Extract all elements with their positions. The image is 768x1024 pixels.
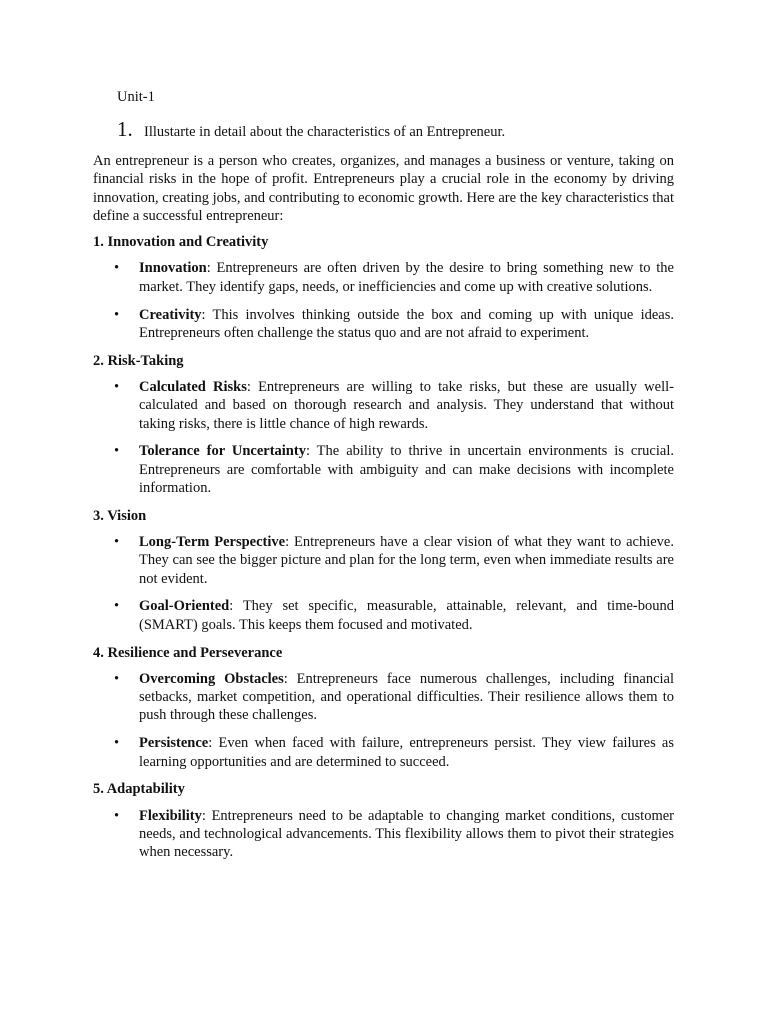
item-text: : Entrepreneurs are often driven by the desire to bring something new to the market. They identify gaps, needs, or inefficiencies and come up with creative solutions. — [139, 260, 674, 295]
item-text: : The ability to thrive in uncertain environments is crucial. Entrepreneurs are comfortable with ambiguity and can make decisions with incomplete information. — [139, 443, 674, 496]
item-text: : Entrepreneurs have a clear vision of what they want to achieve. They can see the bigger picture and plan for the long term, even when immediate results are not evident. — [139, 534, 674, 587]
list-item — [93, 670, 674, 725]
unit-heading: Unit-1 — [117, 89, 155, 105]
list-item — [93, 378, 674, 433]
item-term: Overcoming Obstacles — [139, 670, 284, 687]
bullet-icon: • — [114, 443, 120, 460]
bullet-icon: • — [114, 735, 120, 752]
item-text: : Entrepreneurs are willing to take risks, but these are usually well-calculated and based on thorough research and analysis. They understand that without taking risks, there is little chance of high rewards. — [139, 378, 674, 432]
question-text: Illustarte in detail about the characteristics of an Entrepreneur. — [144, 124, 506, 140]
item-text: : Entrepreneurs need to be adaptable to changing market conditions, customer needs, and technological advancements. This flexibility allows them to pivot their strategies when necessary. — [139, 807, 674, 861]
item-term: Calculated Risks — [139, 378, 247, 395]
bullet-icon: • — [114, 260, 120, 277]
list-item — [93, 807, 674, 862]
item-term: Innovation — [139, 260, 207, 277]
list-item — [93, 734, 674, 771]
section-heading: 5. Adaptability — [93, 781, 185, 798]
bullet-icon: • — [114, 670, 120, 687]
section-list — [93, 533, 674, 634]
bullet-icon: • — [114, 378, 120, 395]
document-body — [93, 152, 674, 871]
section-heading: 2. Risk-Taking — [93, 352, 184, 369]
item-text: : Even when faced with failure, entrepreneurs persist. They view failures as learning opportunities and are determined to succeed. — [139, 735, 674, 770]
section-list — [93, 670, 674, 771]
section-list — [93, 259, 674, 342]
item-term: Long-Term Perspective — [139, 534, 286, 551]
list-item — [93, 597, 674, 634]
list-item — [93, 259, 674, 296]
item-text: : They set specific, measurable, attainable, relevant, and time-bound (SMART) goals. This keeps them focused and motivated. — [139, 598, 674, 633]
list-item — [93, 533, 674, 588]
intro-paragraph: An entrepreneur is a person who creates, organizes, and manages a business or venture, taking on financial risks in the hope of profit. Entrepreneurs play a crucial role in the economy by driving innovation, creating jobs, and contributing to economic growth. Here are the key characteristics that define a successful entrepreneur: — [93, 153, 674, 224]
list-item — [93, 306, 674, 343]
item-text: : This involves thinking outside the box and coming up with unique ideas. Entrepreneurs often challenge the status quo and are not afraid to experiment. — [139, 306, 674, 341]
item-term: Goal-Oriented — [139, 598, 230, 615]
bullet-icon: • — [114, 598, 120, 615]
item-term: Flexibility — [139, 807, 202, 824]
bullet-icon: • — [114, 534, 120, 551]
section-heading: 4. Resilience and Perseverance — [93, 644, 283, 661]
list-item — [93, 442, 674, 497]
item-term: Creativity — [139, 306, 202, 323]
question-line — [117, 116, 505, 142]
item-text: : Entrepreneurs face numerous challenges, including financial setbacks, market competition, and operational difficulties. Their resilience allows them to push through these challenges. — [139, 670, 674, 724]
bullet-icon: • — [114, 306, 120, 323]
section-list — [93, 378, 674, 497]
question-number: 1. — [117, 117, 133, 141]
item-term: Tolerance for Uncertainty — [139, 443, 306, 460]
section-heading: 3. Vision — [93, 507, 147, 524]
section-heading: 1. Innovation and Creativity — [93, 234, 269, 251]
section-list — [93, 807, 674, 862]
item-term: Persistence — [139, 735, 209, 752]
bullet-icon: • — [114, 807, 120, 824]
